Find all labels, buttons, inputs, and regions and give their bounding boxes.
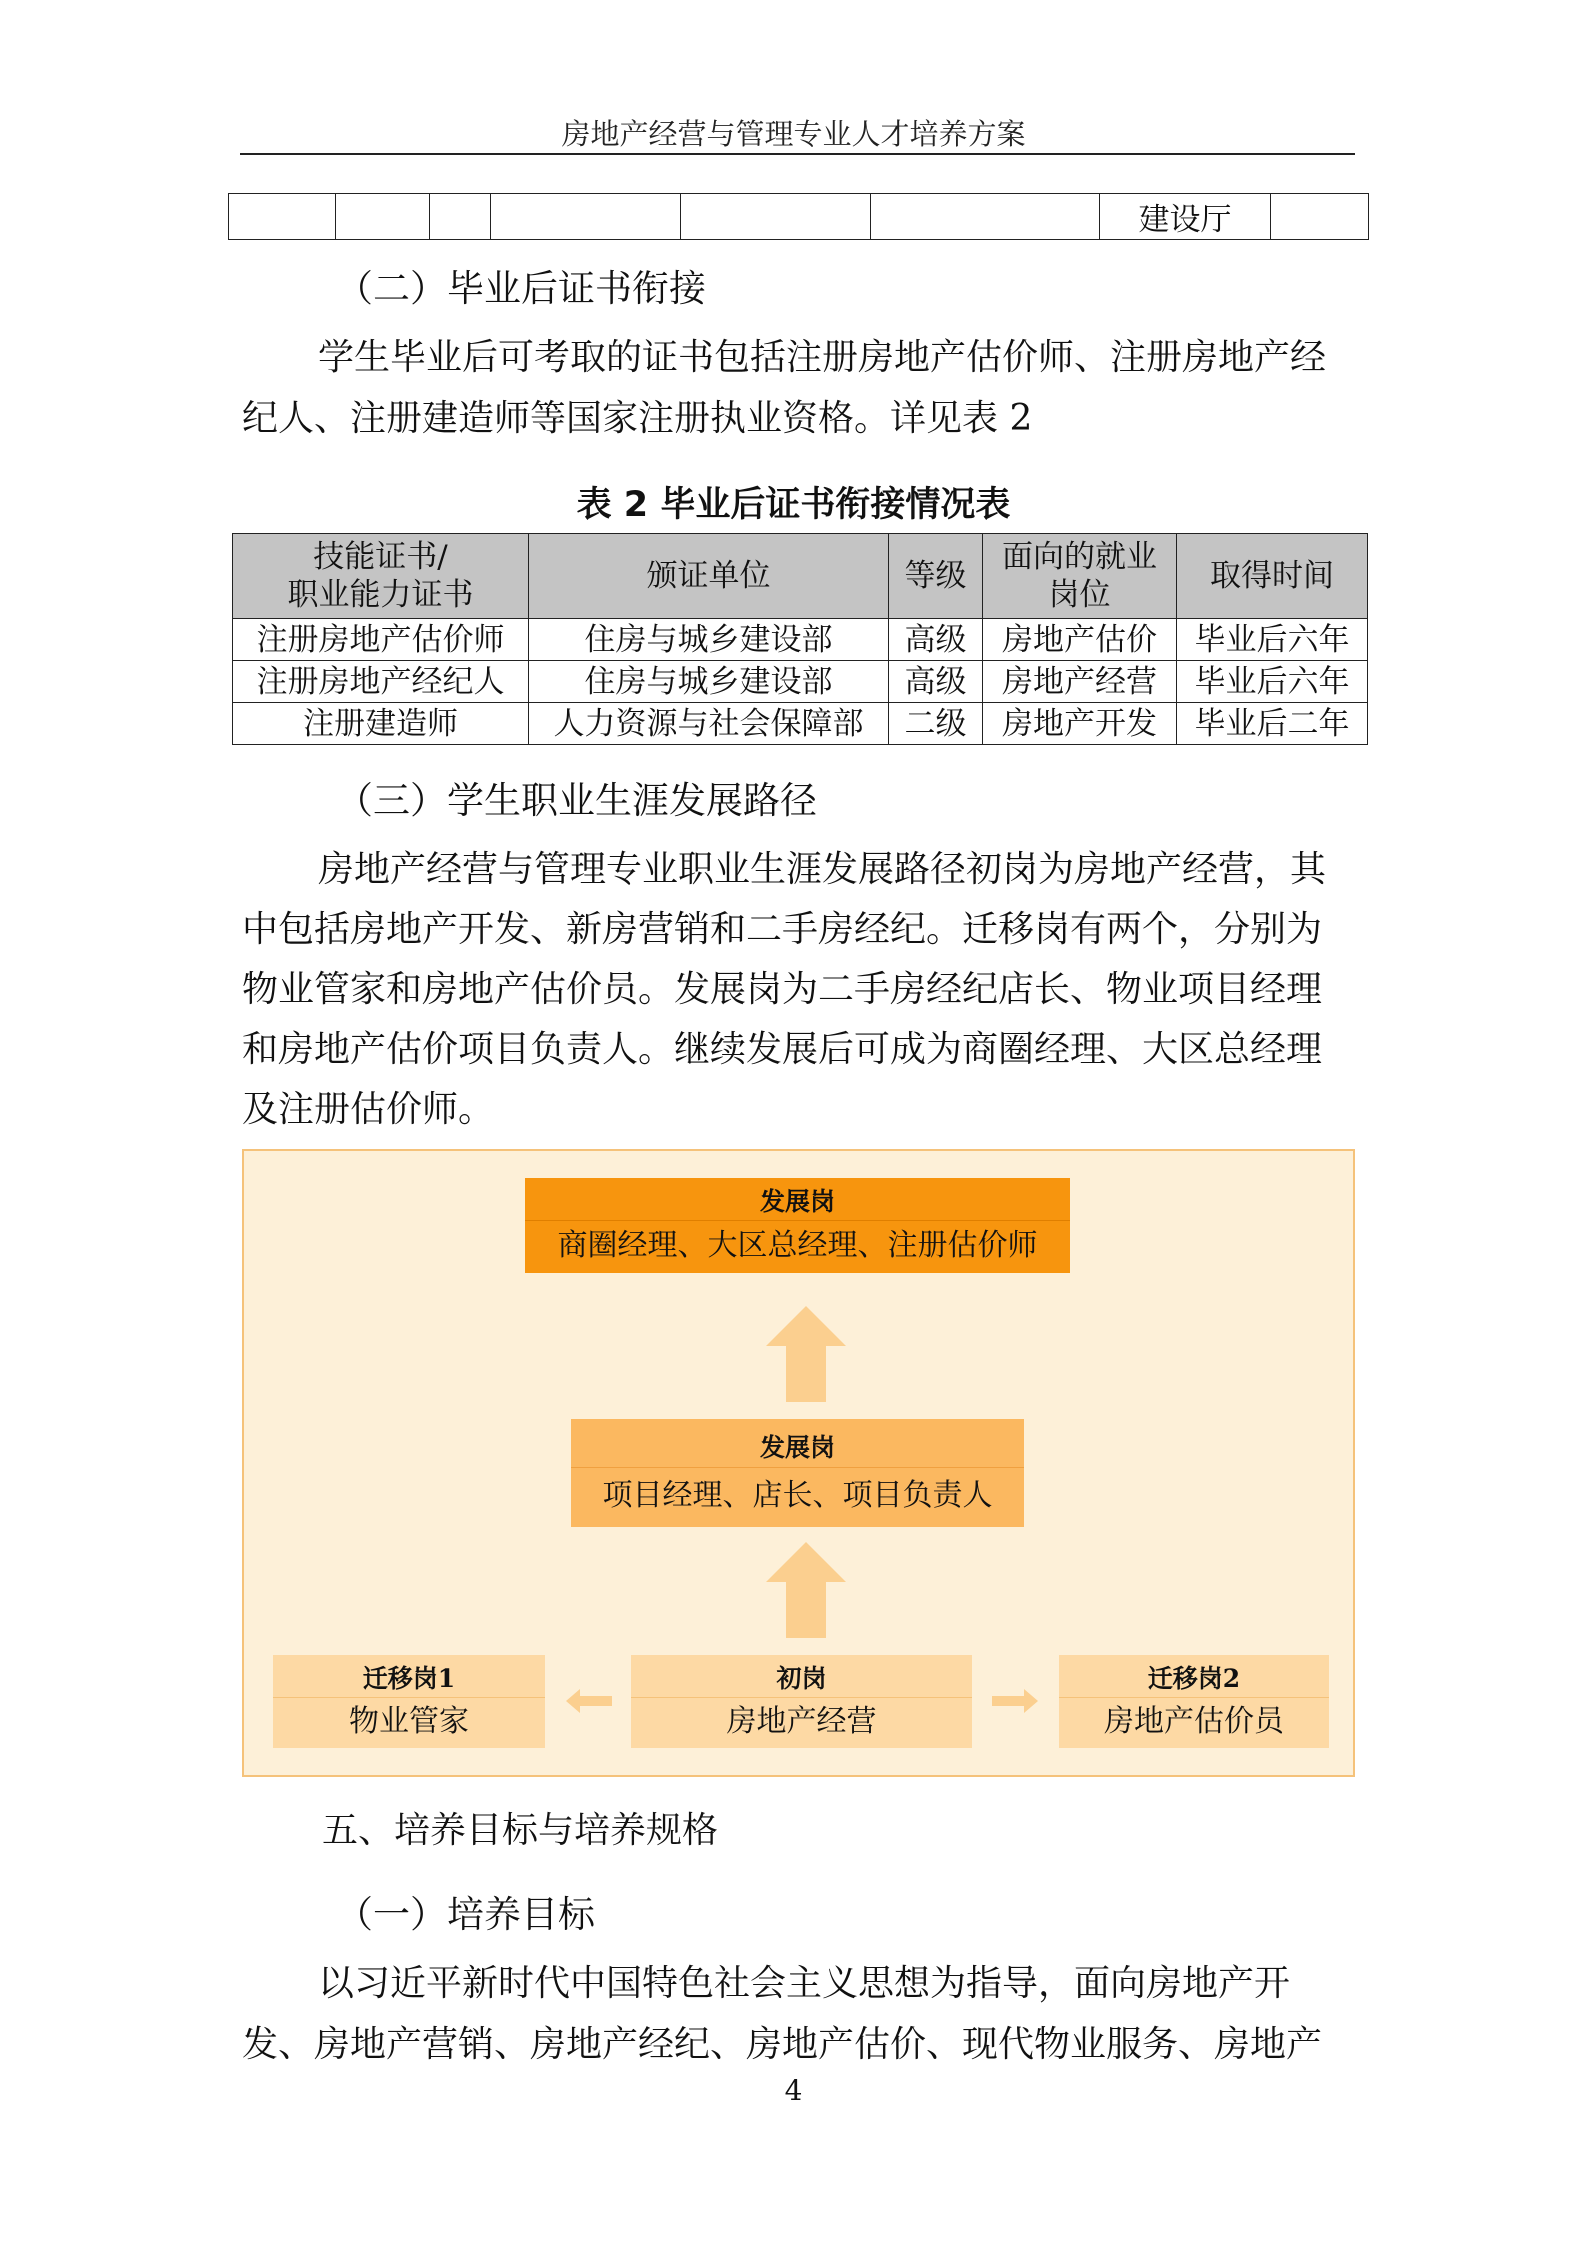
table-row	[233, 703, 1368, 745]
table-cell: 住房与城乡建设部	[529, 661, 889, 703]
section-heading-career-path: （三）学生职业生涯发展路径	[336, 779, 817, 822]
table-cell: 注册建造师	[233, 703, 529, 745]
arrow-up-icon	[766, 1542, 846, 1638]
header-text: 岗位	[1048, 577, 1111, 613]
table-caption: 表 2 毕业后证书衔接情况表	[576, 485, 1011, 525]
page-number: 4	[784, 2074, 803, 2107]
table-cell: 二级	[889, 703, 983, 745]
box-title: 发展岗	[571, 1429, 1024, 1468]
table-cell	[229, 194, 336, 240]
table-cell: 毕业后六年	[1177, 661, 1368, 703]
paragraph-line: 发、房地产营销、房地产经纪、房地产估价、现代物业服务、房地产	[242, 2024, 1323, 2065]
box-body: 房地产经营	[726, 1704, 877, 1739]
table-row	[233, 661, 1368, 703]
paragraph-line: 物业管家和房地产估价员。发展岗为二手房经纪店长、物业项目经理	[242, 969, 1323, 1010]
box-title: 迁移岗2	[1059, 1661, 1329, 1698]
box-entry-position	[631, 1655, 972, 1748]
box-body: 项目经理、店长、项目负责人	[602, 1478, 993, 1513]
sub-heading-training-goal: （一）培养目标	[336, 1893, 595, 1936]
certificate-table	[232, 533, 1368, 745]
paragraph-line: 纪人、注册建造师等国家注册执业资格。详见表 2	[242, 398, 1033, 439]
table-cell	[871, 194, 1100, 240]
table-cell: 房地产经营	[983, 661, 1177, 703]
column-header-issuer: 颁证单位	[529, 534, 889, 619]
header-text: 技能证书/	[313, 539, 448, 575]
box-title: 初岗	[631, 1661, 972, 1698]
column-header-certificate	[233, 534, 529, 619]
table-cell: 房地产估价	[983, 619, 1177, 661]
career-path-diagram	[242, 1149, 1355, 1777]
arrow-left-icon	[566, 1689, 612, 1713]
section-heading-certificates: （二）毕业后证书衔接	[336, 267, 706, 310]
paragraph-line: 和房地产估价项目负责人。继续发展后可成为商圈经理、大区总经理	[242, 1029, 1323, 1070]
box-body: 房地产估价员	[1104, 1704, 1284, 1739]
paragraph-line: 及注册估价师。	[242, 1089, 495, 1130]
continued-table-row	[228, 193, 1369, 240]
table-cell	[430, 194, 491, 240]
arrow-right-icon	[992, 1689, 1038, 1713]
header-text: 职业能力证书	[287, 577, 474, 613]
table-cell: 人力资源与社会保障部	[529, 703, 889, 745]
column-header-job	[983, 534, 1177, 619]
header-text: 面向的就业	[1002, 539, 1157, 575]
table-cell: 高级	[889, 619, 983, 661]
box-body: 物业管家	[349, 1704, 469, 1739]
running-header: 房地产经营与管理专业人才培养方案	[561, 117, 1026, 151]
box-transfer-position-2	[1059, 1655, 1329, 1748]
header-rule	[240, 153, 1355, 155]
table-cell: 建设厅	[1100, 194, 1271, 240]
table-cell	[681, 194, 871, 240]
table-header-row	[233, 534, 1368, 619]
paragraph-line: 中包括房地产开发、新房营销和二手房经纪。迁移岗有两个，分别为	[242, 909, 1323, 950]
table-cell: 住房与城乡建设部	[529, 619, 889, 661]
section-heading-training-goals: 五、培养目标与培养规格	[322, 1810, 719, 1851]
table-row	[233, 619, 1368, 661]
table-cell: 毕业后二年	[1177, 703, 1368, 745]
table-cell: 注册房地产估价师	[233, 619, 529, 661]
column-header-time: 取得时间	[1177, 534, 1368, 619]
box-title: 发展岗	[525, 1184, 1070, 1221]
box-transfer-position-1	[273, 1655, 545, 1748]
paragraph-line: 学生毕业后可考取的证书包括注册房地产估价师、注册房地产经	[318, 337, 1327, 378]
paragraph-line: 房地产经营与管理专业职业生涯发展路径初岗为房地产经营，其	[318, 849, 1327, 890]
table-cell	[1271, 194, 1369, 240]
table-cell: 注册房地产经纪人	[233, 661, 529, 703]
paragraph-line: 以习近平新时代中国特色社会主义思想为指导，面向房地产开	[318, 1963, 1291, 2004]
table-cell: 毕业后六年	[1177, 619, 1368, 661]
table-cell	[336, 194, 430, 240]
box-development-position	[571, 1419, 1024, 1527]
table-cell: 房地产开发	[983, 703, 1177, 745]
box-advanced-position	[525, 1178, 1070, 1273]
table-cell: 高级	[889, 661, 983, 703]
box-body: 商圈经理、大区总经理、注册估价师	[557, 1228, 1038, 1263]
column-header-level: 等级	[889, 534, 983, 619]
table-cell	[491, 194, 681, 240]
box-title: 迁移岗1	[273, 1661, 545, 1698]
arrow-up-icon	[766, 1306, 846, 1402]
